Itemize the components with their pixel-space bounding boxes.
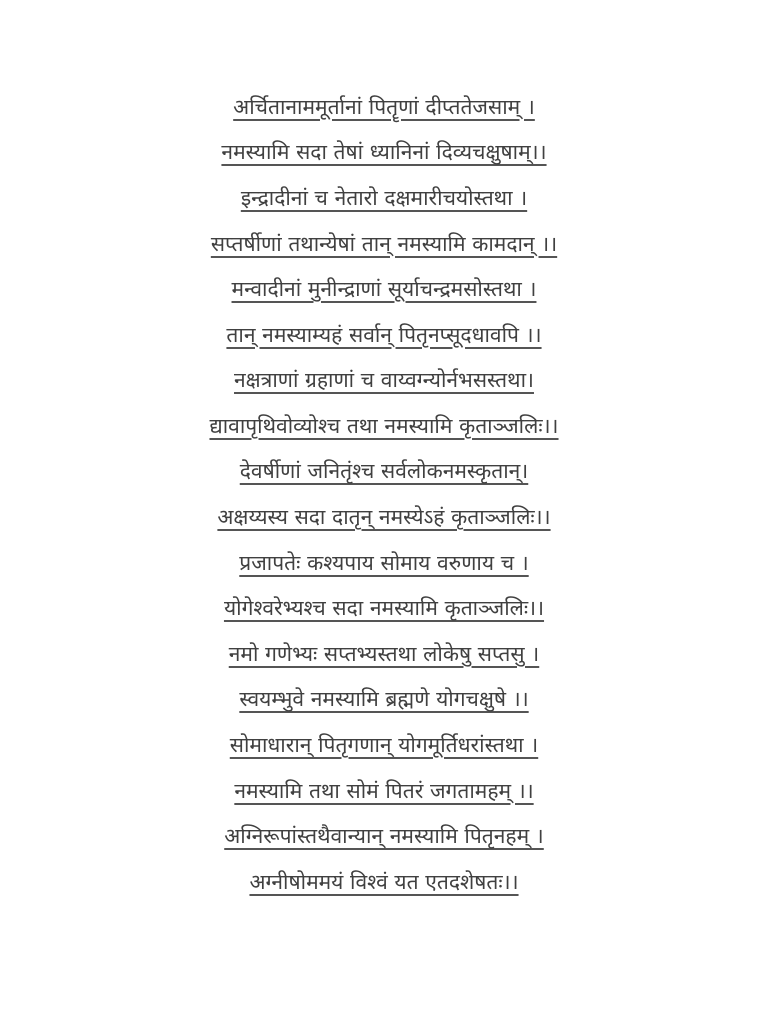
verse-line: [0, 768, 768, 814]
verse-text: स्वयम्भुवे नमस्यामि ब्रह्मणे योगचक्षुषे ।।: [239, 687, 529, 712]
verse-text: देवर्षीणां जनितृंश्च सर्वलोकनमस्कृतान्।: [239, 459, 529, 484]
verse-text: मन्वादीनां मुनीन्द्राणां सूर्याचन्द्रमसोस्तथा ।: [231, 277, 537, 302]
verse-line: [0, 312, 768, 358]
verse-text: नमो गणेभ्यः सप्तभ्यस्तथा लोकेषु सप्तसु ।: [228, 641, 540, 666]
verse-line: [0, 266, 768, 312]
verse-text: अग्नीषोममयं विश्वं यत एतदशेषतः।।: [249, 869, 519, 894]
verse-line: [0, 677, 768, 723]
verse-text: नमस्यामि तथा सोमं पितरं जगतामहम् ।।: [234, 778, 534, 803]
verse-text: नमस्यामि सदा तेषां ध्यानिनां दिव्यचक्षुषाम्।।: [221, 140, 547, 165]
verse-list: [0, 84, 768, 905]
verse-line: [0, 403, 768, 449]
verse-text: प्रजापतेः कश्यपाय सोमाय वरुणाय च ।: [239, 550, 529, 575]
verse-line: [0, 814, 768, 860]
verse-line: [0, 631, 768, 677]
verse-text: अर्चितानाममूर्तानां पितॄणां दीप्ततेजसाम् ।: [233, 94, 535, 119]
verse-text: नक्षत्राणां ग्रहाणां च वाय्वग्न्योर्नभसस्तथा।: [234, 368, 534, 393]
verse-line: [0, 449, 768, 495]
verse-text: द्यावापृथिवोव्योश्च तथा नमस्यामि कृताञ्जलिः।।: [209, 413, 559, 438]
verse-line: [0, 586, 768, 632]
verse-line: [0, 358, 768, 404]
verse-line: [0, 84, 768, 130]
verse-line: [0, 494, 768, 540]
verse-text: अक्षय्यस्य सदा दातृन् नमस्येऽहं कृताञ्जलिः।।: [217, 505, 551, 530]
verse-line: [0, 540, 768, 586]
verse-text: अग्निरूपांस्तथैवान्यान् नमस्यामि पितृनहम् ।: [224, 824, 544, 849]
verse-text: इन्द्रादीनां च नेतारो दक्षमारीचयोस्तथा ।: [240, 185, 528, 210]
verse-text: योगेश्वरेभ्यश्च सदा नमस्यामि कृताञ्जलिः।।: [223, 596, 545, 621]
verse-line: [0, 130, 768, 176]
verse-line: [0, 175, 768, 221]
verse-text: सोमाधारान् पितृगणान् योगमूर्तिधरांस्तथा ।: [229, 733, 539, 758]
verse-line: [0, 221, 768, 267]
verse-line: [0, 859, 768, 905]
verse-line: [0, 722, 768, 768]
verse-text: सप्तर्षीणां तथान्येषां तान् नमस्यामि कामदान् ।।: [210, 231, 558, 256]
verse-text: तान् नमस्याम्यहं सर्वान् पितृनप्सूदधावपि ।।: [226, 322, 542, 347]
